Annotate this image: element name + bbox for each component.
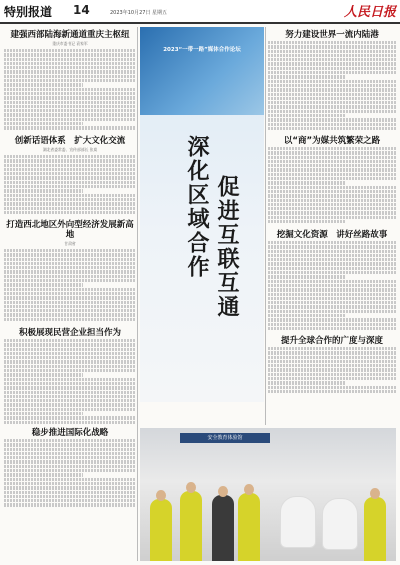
article-1-body [4, 49, 136, 133]
text-line [4, 296, 136, 299]
text-line [4, 356, 136, 359]
text-line [4, 495, 136, 498]
vr-seat [280, 496, 316, 548]
text-line [4, 408, 136, 411]
photo-banner: 安全教育体验馆 [180, 433, 270, 443]
text-line [4, 270, 136, 273]
text-line [268, 62, 396, 65]
text-line [268, 267, 396, 270]
text-line [4, 211, 136, 214]
text-line [4, 486, 136, 489]
feature-banner [140, 27, 264, 402]
text-line [268, 54, 396, 57]
text-line [268, 364, 396, 367]
text-line [4, 126, 136, 129]
text-line [4, 185, 136, 188]
text-line [268, 168, 396, 171]
text-line [268, 84, 396, 87]
banner-image [140, 27, 264, 115]
article-6 [268, 30, 396, 133]
text-line [4, 288, 136, 291]
headline-line-1: 深化区域合作 [184, 135, 210, 279]
text-line [4, 262, 136, 265]
text-line [4, 58, 136, 61]
text-line [4, 309, 136, 312]
text-line [4, 275, 136, 278]
article-7-title: 以“商”为媒共筑繁荣之路 [283, 136, 381, 146]
text-line [4, 369, 136, 372]
text-line [4, 189, 83, 192]
vr-seat [322, 498, 358, 550]
text-line [268, 97, 396, 100]
text-line [4, 386, 136, 389]
text-line [4, 416, 136, 419]
text-line [4, 348, 136, 351]
text-line [268, 314, 345, 317]
headline-line-2: 促进互联互通 [214, 175, 240, 319]
text-line [4, 181, 136, 184]
text-line [4, 292, 136, 295]
article-4 [4, 328, 136, 425]
text-line [268, 297, 396, 300]
text-line [4, 499, 136, 502]
text-line [268, 258, 396, 261]
text-line [4, 403, 136, 406]
article-5-body [4, 439, 136, 509]
text-line [268, 190, 396, 193]
article-1 [4, 30, 136, 133]
text-line [268, 93, 396, 96]
article-5-title: 稳步推进国际化战略 [31, 428, 109, 438]
text-line [268, 305, 396, 308]
text-line [4, 109, 136, 112]
article-3-byline: 甘肃省 [64, 241, 76, 246]
news-photo [140, 428, 396, 561]
text-line [4, 482, 136, 485]
text-line [268, 199, 396, 202]
text-line [268, 41, 396, 44]
text-line [268, 347, 396, 350]
text-line [4, 503, 136, 506]
text-line [268, 250, 396, 253]
text-line [4, 460, 136, 463]
text-line [4, 378, 136, 381]
text-line [268, 373, 396, 376]
text-line [268, 164, 396, 167]
text-line [4, 352, 136, 355]
text-line [4, 473, 83, 476]
text-line [4, 439, 136, 442]
text-line [268, 377, 396, 380]
text-line [4, 176, 136, 179]
article-4-title: 积极展现民营企业担当作为 [18, 328, 121, 338]
text-line [268, 75, 345, 78]
masthead [0, 0, 400, 24]
text-line [4, 443, 136, 446]
person-figure [150, 499, 172, 561]
text-line [268, 220, 345, 223]
text-line [268, 207, 396, 210]
text-line [268, 177, 396, 180]
text-line [268, 50, 396, 53]
text-line [268, 280, 396, 283]
text-line [268, 147, 396, 150]
text-line [4, 478, 136, 481]
page-number: 14 [73, 3, 90, 17]
article-1-title: 建强西部陆海新通道重庆主枢纽 [10, 30, 130, 40]
article-2-body [4, 155, 136, 217]
text-line [268, 67, 396, 70]
text-line [268, 245, 396, 248]
person-head [218, 486, 228, 497]
text-line [268, 211, 396, 214]
text-line [268, 323, 396, 326]
article-6-title: 努力建设世界一流内陆港 [285, 30, 379, 40]
text-line [4, 399, 136, 402]
text-line [4, 382, 136, 385]
text-line [4, 305, 136, 308]
person-figure [238, 493, 260, 561]
person-head [244, 484, 254, 495]
newspaper-logo: 人民日报 [343, 5, 396, 20]
text-line [268, 105, 396, 108]
text-line [268, 360, 396, 363]
text-line [268, 127, 396, 130]
text-line [268, 351, 396, 354]
text-line [4, 49, 136, 52]
text-line [4, 318, 136, 321]
text-line [4, 279, 136, 282]
text-line [4, 105, 136, 108]
text-line [268, 301, 396, 304]
article-3 [4, 220, 136, 325]
article-1-byline: 重庆市委书记 袁家军 [52, 41, 88, 46]
text-line [4, 452, 136, 455]
section-name: 特别报道 [4, 5, 53, 19]
text-line [4, 202, 136, 205]
text-line [268, 216, 396, 219]
text-line [268, 254, 396, 257]
text-line [4, 253, 136, 256]
text-line [268, 386, 396, 389]
text-line [4, 258, 136, 261]
banner-title: 2023“一带一路”媒体合作论坛 [163, 47, 241, 53]
article-8-title: 挖掘文化资源 讲好丝路故事 [276, 230, 388, 240]
text-line [268, 156, 396, 159]
text-line [268, 381, 345, 384]
article-9-body [268, 347, 396, 397]
text-line [4, 172, 136, 175]
left-column [4, 27, 136, 509]
text-line [268, 58, 396, 61]
article-4-body [4, 339, 136, 425]
text-line [268, 181, 345, 184]
text-line [268, 203, 396, 206]
text-line [268, 288, 396, 291]
text-line [268, 114, 345, 117]
text-line [4, 96, 136, 99]
issue-date: 2023年10月27日 星期五 [110, 10, 168, 16]
text-line [4, 365, 136, 368]
text-line [268, 110, 396, 113]
text-line [4, 159, 136, 162]
text-line [4, 360, 136, 363]
article-2-byline: 湖北省委常委、宣传部部长 张岚 [42, 147, 98, 152]
article-2-title: 创新话语体系 扩大文化交流 [14, 136, 126, 146]
text-line [4, 207, 136, 210]
text-line [4, 66, 136, 69]
text-line [268, 262, 396, 265]
text-line [268, 275, 345, 278]
article-7-body [268, 147, 396, 227]
text-line [268, 123, 396, 126]
text-line [4, 448, 136, 451]
text-line [4, 101, 136, 104]
text-line [268, 310, 396, 313]
person-head [156, 490, 166, 501]
text-line [268, 271, 396, 274]
text-line [268, 293, 396, 296]
person-figure [212, 495, 234, 561]
text-line [4, 301, 136, 304]
text-line [268, 186, 396, 189]
text-line [4, 198, 136, 201]
text-line [268, 284, 396, 287]
text-line [4, 113, 136, 116]
text-line [268, 151, 396, 154]
text-line [4, 465, 136, 468]
text-line [4, 491, 136, 494]
text-line [4, 194, 136, 197]
text-line [4, 92, 136, 95]
text-line [268, 160, 396, 163]
text-line [4, 83, 83, 86]
article-9 [268, 336, 396, 397]
text-line [268, 327, 396, 330]
article-5 [4, 428, 136, 509]
person-figure [180, 491, 202, 561]
text-line [268, 173, 396, 176]
article-9-title: 提升全球合作的广度与深度 [280, 336, 383, 346]
text-line [4, 343, 136, 346]
text-line [268, 356, 396, 359]
person-figure [364, 497, 386, 561]
text-line [4, 313, 136, 316]
text-line [4, 249, 136, 252]
text-line [4, 395, 136, 398]
text-line [4, 469, 136, 472]
text-line [268, 45, 396, 48]
text-line [268, 118, 396, 121]
article-8-body [268, 241, 396, 333]
text-line [4, 62, 136, 65]
text-line [4, 168, 136, 171]
column-divider-left [137, 27, 138, 561]
text-line [4, 155, 136, 158]
text-line [268, 80, 396, 83]
text-line [4, 75, 136, 78]
text-line [268, 71, 396, 74]
text-line [4, 118, 136, 121]
article-2 [4, 136, 136, 217]
text-line [268, 88, 396, 91]
text-line [268, 241, 396, 244]
right-column [268, 27, 396, 397]
text-line [268, 194, 396, 197]
article-8 [268, 230, 396, 333]
text-line [4, 88, 136, 91]
text-line [4, 339, 136, 342]
person-head [370, 488, 380, 499]
text-line [268, 318, 396, 321]
text-line [4, 421, 136, 424]
article-7 [268, 136, 396, 227]
text-line [4, 456, 136, 459]
text-line [268, 101, 396, 104]
article-6-body [268, 41, 396, 133]
text-line [4, 70, 136, 73]
text-line [4, 122, 83, 125]
text-line [268, 368, 396, 371]
text-line [4, 79, 136, 82]
text-line [4, 53, 136, 56]
column-divider-right [265, 27, 266, 425]
text-line [4, 266, 136, 269]
article-3-title: 打造西北地区外向型经济发展新高地 [6, 220, 134, 240]
text-line [4, 391, 136, 394]
text-line [4, 283, 83, 286]
text-line [268, 390, 396, 393]
text-line [4, 373, 83, 376]
text-line [4, 412, 83, 415]
article-3-body [4, 249, 136, 325]
person-head [186, 482, 196, 493]
text-line [4, 164, 136, 167]
